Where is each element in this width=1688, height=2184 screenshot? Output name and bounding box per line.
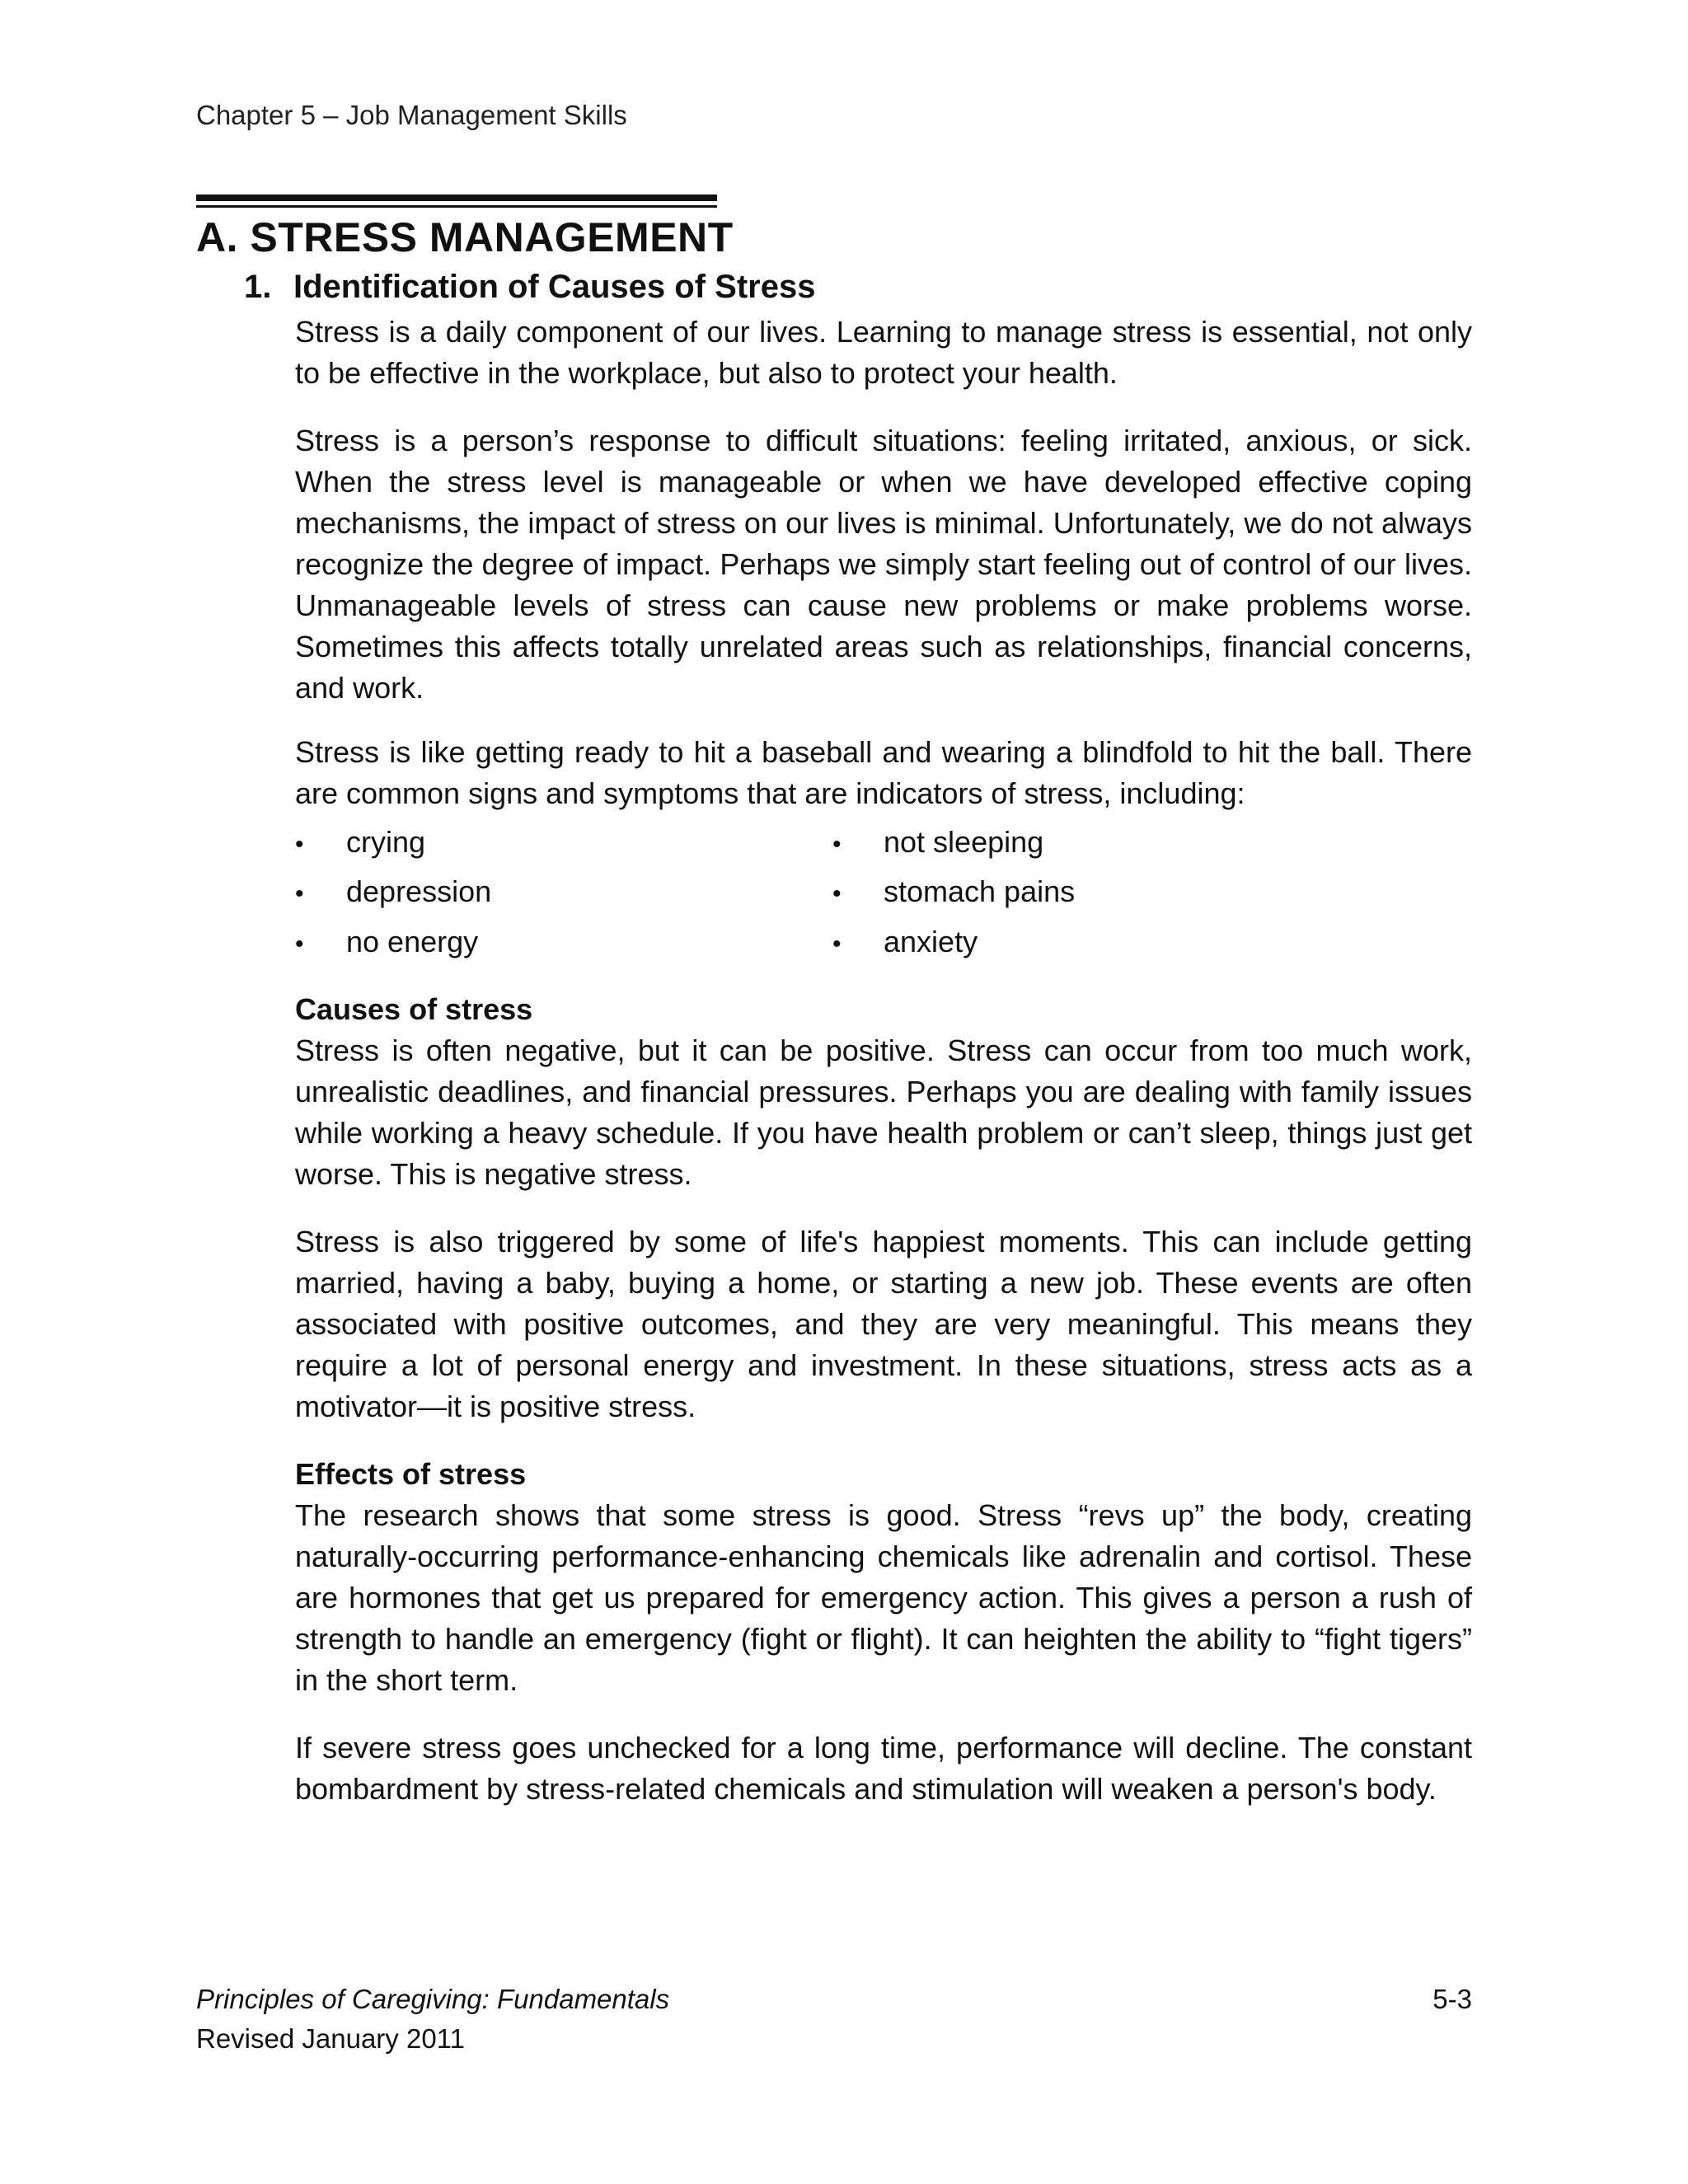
footer-left [196,1980,669,2059]
list-item: • not sleeping [832,822,1043,865]
effects-negative-paragraph: If severe stress goes unchecked for a long time, performance will decline. The constant bombardment by stress-related chemicals and stimulation will weaken a person's body. [295,1731,1472,1806]
list-item: • anxiety [832,921,978,965]
footer-book-title: Principles of Caregiving: Fundamentals [196,1984,670,2014]
list-item: • stomach pains [832,871,1075,915]
section-divider [196,194,717,208]
effects-positive-paragraph: The research shows that some stress is good. Stress “revs up” the body, creating naturally-occurring performance-enhancing chemicals like adrenalin and cortisol. These are hormones that get us prepared for emergency action. This gives a person a rush of strength to handle an emergency (fight or flight). It can heighten the ability to “fight tigers” in the short term. [295,1498,1472,1697]
bullet-icon: • [295,831,304,858]
bullet-icon: • [832,880,842,907]
subsection-title [244,265,815,308]
list-item: • depression [295,871,491,915]
symptoms-intro-paragraph: Stress is like getting ready to hit a baseball and wearing a blindfold to hit the ball. There are common signs and symptoms that are indicators of stress, including: [295,735,1472,810]
page-number: 5-3 [1432,1984,1472,2014]
effects-heading: Effects of stress [295,1457,527,1491]
bullet-icon: • [295,930,304,958]
causes-negative-paragraph: Stress is often negative, but it can be positive. Stress can occur from too much work, unrealistic deadlines, and financial pressures. Perhaps you are dealing with family issues while working a heavy schedule. If you have health problem or can’t sleep, things just get worse. This is negative stress. [295,1033,1472,1191]
section-title: A. STRESS MANAGEMENT [196,214,734,260]
subsection-number: 1. [244,269,272,305]
causes-heading: Causes of stress [295,992,533,1026]
bullet-icon: • [832,831,842,858]
causes-positive-paragraph: Stress is also triggered by some of life's happiest moments. This can include getting married, having a baby, buying a home, or starting a new job. These events are often associated with positive outcomes, and they are very meaningful. This means they require a lot of personal energy and investment. In these situations, stress acts as a motivator—it is positive stress. [295,1225,1472,1423]
bullet-icon: • [832,930,842,958]
intro-paragraph: Stress is a daily component of our lives. Learning to manage stress is essential, not only to be effective in the workplace, but also to protect your health. [295,315,1472,390]
footer-revised-date: Revised January 2011 [196,2023,465,2054]
definition-paragraph: Stress is a person’s response to difficult situations: feeling irritated, anxious, or sick. When the stress level is manageable or when we have developed effective coping mechanisms, the impact of stress on our lives is minimal. Unfortunately, we do not always recognize the degree of impact. Perhaps we simply start feeling out of control of our lives. Unmanageable levels of stress can cause new problems or make problems worse. Sometimes this affects totally unrelated areas such as relationships, financial concerns, and work. [295,424,1472,705]
bullet-icon: • [295,880,304,907]
subsection-title-text: Identification of Causes of Stress [293,269,816,305]
running-header: Chapter 5 – Job Management Skills [196,100,627,130]
list-item: • no energy [295,921,478,965]
list-item: • crying [295,822,425,865]
